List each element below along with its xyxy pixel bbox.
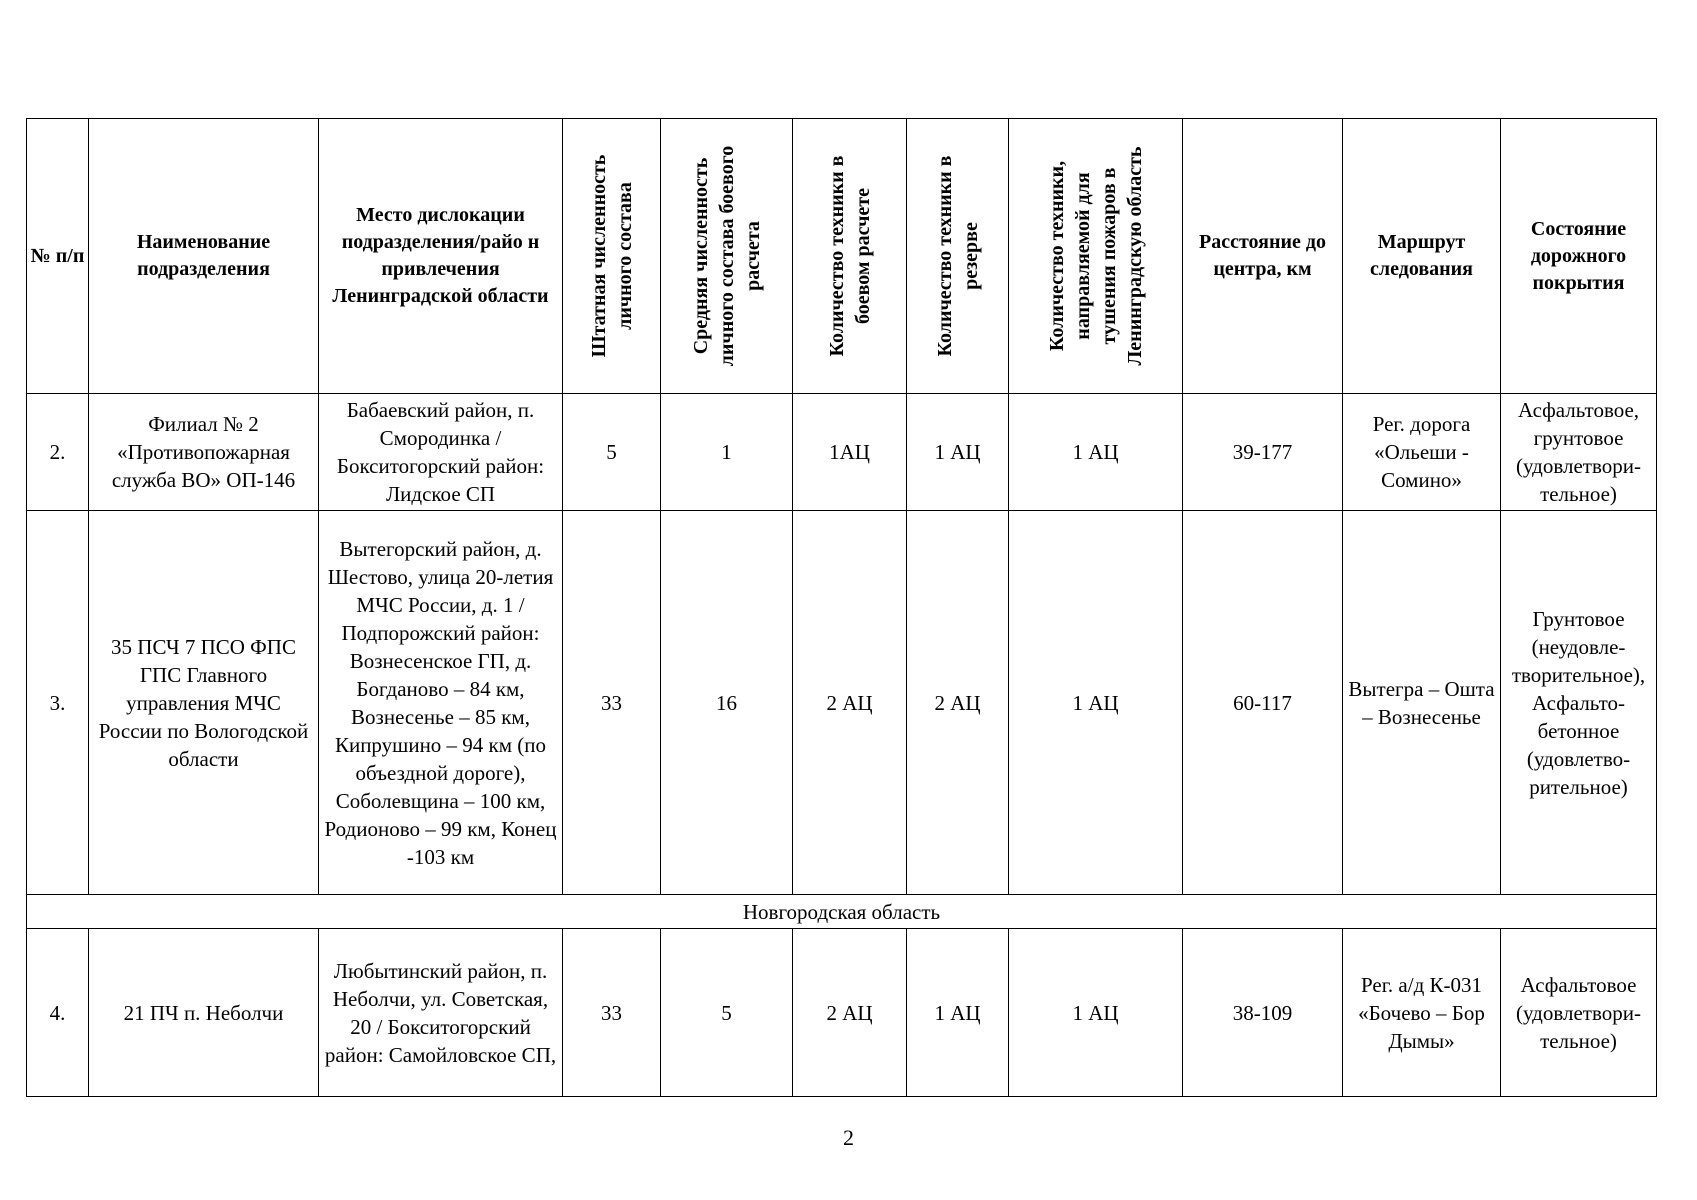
cell-num: 2. <box>27 394 89 511</box>
data-table <box>26 118 1657 1097</box>
cell-location: Бабаевский район, п. Смородинка / Бокситогорский район: Лидское СП <box>319 394 563 511</box>
cell-distance: 39-177 <box>1183 394 1343 511</box>
table-row <box>27 511 1657 895</box>
cell-road: Грунтовое (неудовле-творительное), Асфальто-бетонное (удовлетво-рительное) <box>1501 511 1657 895</box>
cell-equip-duty: 2 АЦ <box>793 929 907 1097</box>
cell-location: Любытинский район, п. Неболчи, ул. Советская, 20 / Бокситогорский район: Самойловское СП, <box>319 929 563 1097</box>
header-route: Маршрут следования <box>1343 119 1501 394</box>
cell-distance: 38-109 <box>1183 929 1343 1097</box>
cell-equip-sent: 1 АЦ <box>1009 511 1183 895</box>
cell-staff: 33 <box>563 929 661 1097</box>
cell-equip-sent: 1 АЦ <box>1009 929 1183 1097</box>
header-avg-crew <box>661 119 793 394</box>
cell-location: Вытегорский район, д. Шестово, улица 20-летия МЧС России, д. 1 / Подпорожский район: Вознесенское ГП, д. Богданово – 84 км, Вознесенье – 85 км, Кипрушино – 94 км (по объездной дороге), Соболевщина – 100 км, Родионово – 99 км, Конец -103 км <box>319 511 563 895</box>
header-equip-sent-text: Количество техники, направляемой для тушения пожаров в Ленинградскую область <box>1045 146 1146 366</box>
cell-num: 4. <box>27 929 89 1097</box>
header-equip-sent <box>1009 119 1183 394</box>
header-equip-reserve <box>907 119 1009 394</box>
header-num: № п/п <box>27 119 89 394</box>
section-title: Новгородская область <box>27 895 1657 929</box>
page-number: 2 <box>843 1125 854 1150</box>
header-distance: Расстояние до центра, км <box>1183 119 1343 394</box>
header-equip-duty <box>793 119 907 394</box>
cell-road: Асфальтовое, грунтовое (удовлетвори-тельное) <box>1501 394 1657 511</box>
cell-route: Рег. а/д К-031 «Бочево – Бор Дымы» <box>1343 929 1501 1097</box>
cell-avg-crew: 16 <box>661 511 793 895</box>
header-staff <box>563 119 661 394</box>
table-row <box>27 394 1657 511</box>
table-row <box>27 929 1657 1097</box>
cell-staff: 33 <box>563 511 661 895</box>
cell-name: Филиал № 2 «Противопожарная служба ВО» ОП-146 <box>89 394 319 511</box>
cell-route: Рег. дорога «Ольеши - Сомино» <box>1343 394 1501 511</box>
header-location: Место дислокации подразделения/райо н привлечения Ленинградской области <box>319 119 563 394</box>
header-road: Состояние дорожного покрытия <box>1501 119 1657 394</box>
cell-name: 35 ПСЧ 7 ПСО ФПС ГПС Главного управления МЧС России по Вологодской области <box>89 511 319 895</box>
section-row <box>27 895 1657 929</box>
cell-equip-duty: 2 АЦ <box>793 511 907 895</box>
cell-equip-reserve: 1 АЦ <box>907 929 1009 1097</box>
header-equip-duty-text: Количество техники в боевом расчете <box>825 155 874 357</box>
cell-distance: 60-117 <box>1183 511 1343 895</box>
cell-equip-sent: 1 АЦ <box>1009 394 1183 511</box>
cell-name: 21 ПЧ п. Неболчи <box>89 929 319 1097</box>
cell-num: 3. <box>27 511 89 895</box>
cell-avg-crew: 5 <box>661 929 793 1097</box>
cell-staff: 5 <box>563 394 661 511</box>
cell-equip-reserve: 1 АЦ <box>907 394 1009 511</box>
cell-equip-reserve: 2 АЦ <box>907 511 1009 895</box>
cell-road: Асфальтовое (удовлетвори-тельное) <box>1501 929 1657 1097</box>
header-equip-reserve-text: Количество техники в резерве <box>933 155 982 357</box>
cell-avg-crew: 1 <box>661 394 793 511</box>
header-row <box>27 119 1657 394</box>
cell-equip-duty: 1АЦ <box>793 394 907 511</box>
header-name: Наименование подразделения <box>89 119 319 394</box>
cell-route: Вытегра – Ошта – Вознесенье <box>1343 511 1501 895</box>
header-avg-crew-text: Средняя численность личного состава боевого расчета <box>689 145 764 367</box>
header-staff-text: Штатная численность личного состава <box>587 154 636 358</box>
